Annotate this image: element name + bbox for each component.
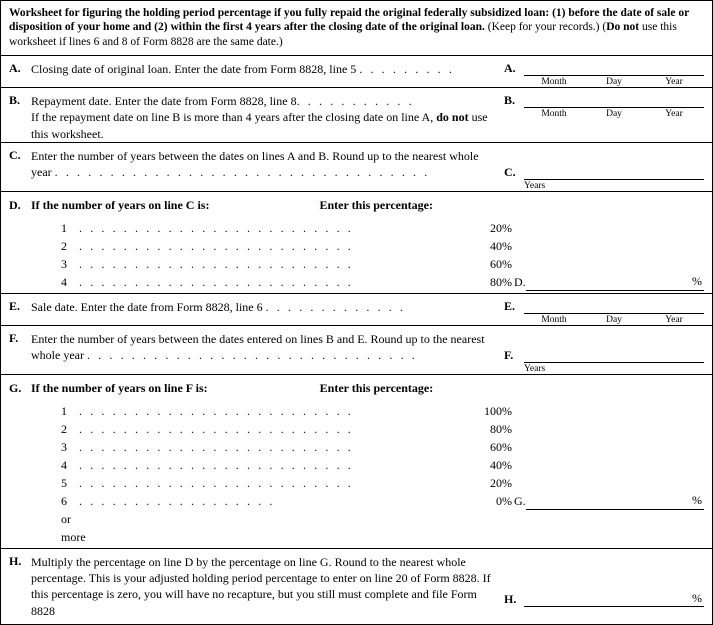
row-f-answer [504, 326, 704, 374]
row-d-item-1-n: 2 [61, 238, 67, 253]
row-d-item-1-v: 40% [490, 238, 512, 253]
row-c-text-wrap [31, 143, 504, 180]
row-f-dots: . . . . . . . . . . . . . . . . . . . . . . . . . . . . . . [86, 348, 418, 363]
row-c-text: Enter the number of years between the dates on lines A and B. Round up to the nearest whole [31, 148, 479, 163]
row-e-caption-year: Year [665, 314, 683, 325]
row-a-caption-month: Month [541, 77, 567, 88]
row-g-item-4-dots: . . . . . . . . . . . . . . . . . . . . . . . . . [79, 476, 354, 491]
row-a-input[interactable] [524, 61, 704, 76]
row-g-item-1-dots: . . . . . . . . . . . . . . . . . . . . . . . . . [79, 422, 354, 437]
row-h-answer-label: H. [504, 592, 517, 607]
row-f-text: Enter the number of years between the dates entered on lines B and E. Round up to the nearest [31, 331, 485, 346]
row-d-item-2-v: 60% [490, 256, 512, 271]
row-g-item-1-n: 2 [61, 422, 67, 437]
row-e-label: E. [9, 298, 21, 313]
row-c-input-wrap[interactable] [524, 143, 704, 191]
row-a [1, 56, 712, 87]
row-b-caption-day: Day [606, 109, 622, 120]
row-f-input-wrap[interactable] [524, 326, 704, 374]
row-b-text: Repayment date. Enter the date from Form 8828, line 8 [31, 94, 297, 109]
row-d-item-3-n: 4 [61, 274, 67, 289]
row-h-text2: percentage. This is your adjusted holding period percentage to enter on line 20 of Form 8828. If [31, 571, 491, 586]
row-g-item-3-n: 4 [61, 458, 67, 473]
list-item [9, 474, 704, 492]
row-b-caption-month: Month [541, 109, 567, 120]
worksheet-header [1, 1, 712, 55]
row-e-input-wrap[interactable] [524, 294, 704, 325]
row-g-item-0-v: 100% [484, 404, 512, 419]
row-g-item-2-v: 60% [490, 440, 512, 455]
row-f-caption-years: Years [524, 363, 546, 374]
row-c-answer [504, 143, 704, 191]
row-e-caption-month: Month [541, 314, 567, 325]
row-g-list [1, 396, 712, 548]
row-g-item-5-tail [514, 492, 704, 510]
row-h [1, 549, 712, 619]
row-b-note-bold: do not [436, 110, 469, 125]
list-item [9, 402, 704, 420]
row-d-item-0-n: 1 [61, 220, 67, 235]
row-d-item-0-dots: . . . . . . . . . . . . . . . . . . . . . . . . . [79, 220, 354, 235]
row-d-item-2-n: 3 [61, 256, 67, 271]
row-g-head [1, 375, 712, 396]
row-h-label: H. [9, 554, 22, 569]
row-g-item-0-dots: . . . . . . . . . . . . . . . . . . . . . . . . . [79, 404, 354, 419]
row-b-input[interactable] [524, 93, 704, 108]
row-g-item-2-dots: . . . . . . . . . . . . . . . . . . . . . . . . . [79, 440, 354, 455]
header-tail-text: use this worksheet if lines 6 and 8 of Form 8828 are the same date.) [9, 21, 677, 48]
row-g-item-4-n: 5 [61, 476, 67, 491]
row-a-answer-label: A. [504, 61, 516, 76]
row-c-text2: year [31, 164, 52, 179]
row-g-item-3-v: 40% [490, 458, 512, 473]
row-a-caption-day: Day [606, 77, 622, 88]
row-b-text-wrap [31, 88, 504, 142]
row-g-answer-label: G. [514, 494, 526, 509]
header-donot-bold: Do not [606, 21, 640, 34]
row-d-item-3-tail [514, 273, 704, 291]
row-a-date-captions [524, 77, 704, 87]
row-d-input[interactable] [526, 273, 704, 291]
list-item [9, 438, 704, 456]
row-d-question: If the number of years on line C is: [31, 197, 210, 212]
row-d-input-wrap[interactable] [526, 273, 704, 291]
row-d-answer-label: D. [514, 274, 526, 289]
row-g-item-4-v: 20% [490, 476, 512, 491]
row-d-list [1, 213, 712, 293]
row-a-dots: . . . . . . . . . [359, 62, 455, 77]
row-a-caption-year: Year [665, 77, 683, 88]
row-c-input[interactable] [524, 165, 704, 180]
row-d-percent-head: Enter this percentage: [319, 197, 433, 212]
row-a-text: Closing date of original loan. Enter the date from Form 8828, line 5 [31, 62, 357, 77]
row-g-input[interactable] [526, 495, 704, 510]
list-item [9, 219, 704, 237]
row-g-item-5-dots: . . . . . . . . . . . . . . . . . . [79, 494, 275, 509]
row-f [1, 326, 712, 374]
row-g-item-3-dots: . . . . . . . . . . . . . . . . . . . . . . . . . [79, 458, 354, 473]
row-e-input[interactable] [524, 299, 704, 314]
row-h-input[interactable] [524, 592, 704, 607]
header-keep-text: (Keep for your records.) ( [484, 21, 607, 34]
row-g-label: G. [9, 380, 22, 395]
row-f-input[interactable] [524, 348, 704, 363]
row-g-item-1-v: 80% [490, 422, 512, 437]
row-g-item-5-n: 6 or more [61, 494, 86, 545]
row-a-text-wrap [31, 56, 504, 77]
list-item [9, 492, 704, 546]
row-d-item-1-dots: . . . . . . . . . . . . . . . . . . . . . . . . . [79, 238, 354, 253]
row-b-date-captions [524, 109, 704, 119]
row-h-text1: Multiply the percentage on line D by the percentage on line G. Round to the nearest whole [31, 555, 466, 570]
row-g-input-wrap[interactable] [526, 495, 704, 510]
row-a-answer [504, 56, 704, 87]
list-item [9, 420, 704, 438]
row-a-label: A. [9, 61, 21, 76]
row-e-text-wrap [31, 294, 504, 315]
header-bold-text: Worksheet for figuring the holding period percentage if you fully repaid the original federally subsidized loan: (1) before the date of sale or disposition of your home and (2) within the first 4 years after the closing date of the original loan. [9, 7, 689, 34]
list-item [9, 456, 704, 474]
row-b-note-pre: If the repayment date on line B is more than 4 years after the closing date on line A, [31, 110, 437, 125]
row-e [1, 294, 712, 325]
row-c-answer-label: C. [504, 164, 516, 179]
row-b-label: B. [9, 93, 21, 108]
row-d-item-3-v: 80% [490, 274, 512, 289]
row-b [1, 88, 712, 142]
row-f-label: F. [9, 330, 19, 345]
row-g-item-0-n: 1 [61, 404, 67, 419]
row-h-text3: this percentage is zero, you will have no recapture, but you still must complete and file Form 8828 [31, 587, 477, 618]
list-item [9, 255, 704, 273]
row-h-percent-sign: % [692, 591, 702, 606]
row-g-percent-head: Enter this percentage: [319, 380, 434, 395]
row-g-percent-sign: % [692, 493, 702, 508]
row-a-input-wrap[interactable] [524, 56, 704, 87]
row-c-dots: . . . . . . . . . . . . . . . . . . . . . . . . . . . . . . . . . . [54, 164, 430, 179]
row-e-caption-day: Day [606, 314, 622, 325]
row-e-text: Sale date. Enter the date from Form 8828, line 6 [31, 299, 263, 314]
row-h-text-wrap [31, 549, 504, 619]
row-d-percent-sign: % [692, 273, 702, 288]
row-b-answer-label: B. [504, 93, 516, 108]
row-h-input-wrap[interactable] [524, 549, 704, 607]
row-b-note-post: use this worksheet. [31, 110, 488, 141]
list-item [9, 273, 704, 291]
row-e-answer [504, 294, 704, 325]
row-d-item-2-dots: . . . . . . . . . . . . . . . . . . . . . . . . . [79, 256, 354, 271]
row-f-answer-label: F. [504, 347, 514, 362]
row-c [1, 143, 712, 191]
row-d-label: D. [9, 197, 21, 212]
row-b-dots: . . . . . . . . . . . [296, 94, 415, 109]
row-g-item-2-n: 3 [61, 440, 67, 455]
row-f-text2: whole year [31, 348, 84, 363]
row-g-question: If the number of years on line F is: [31, 380, 208, 395]
row-b-input-wrap[interactable] [524, 88, 704, 119]
row-f-text-wrap [31, 326, 504, 363]
row-e-answer-label: E. [504, 298, 516, 313]
row-d-item-3-dots: . . . . . . . . . . . . . . . . . . . . . . . . . [79, 274, 354, 289]
row-c-caption-years: Years [524, 180, 546, 191]
row-b-answer [504, 88, 704, 119]
row-b-caption-year: Year [665, 109, 683, 120]
row-g-item-5-v: 0% [496, 494, 512, 509]
row-d-item-0-v: 20% [490, 220, 512, 235]
row-c-label: C. [9, 147, 21, 162]
row-h-answer [504, 549, 704, 607]
row-d-head [1, 192, 712, 213]
list-item [9, 237, 704, 255]
row-e-date-captions [524, 315, 704, 325]
row-e-dots: . . . . . . . . . . . . . [265, 299, 406, 314]
